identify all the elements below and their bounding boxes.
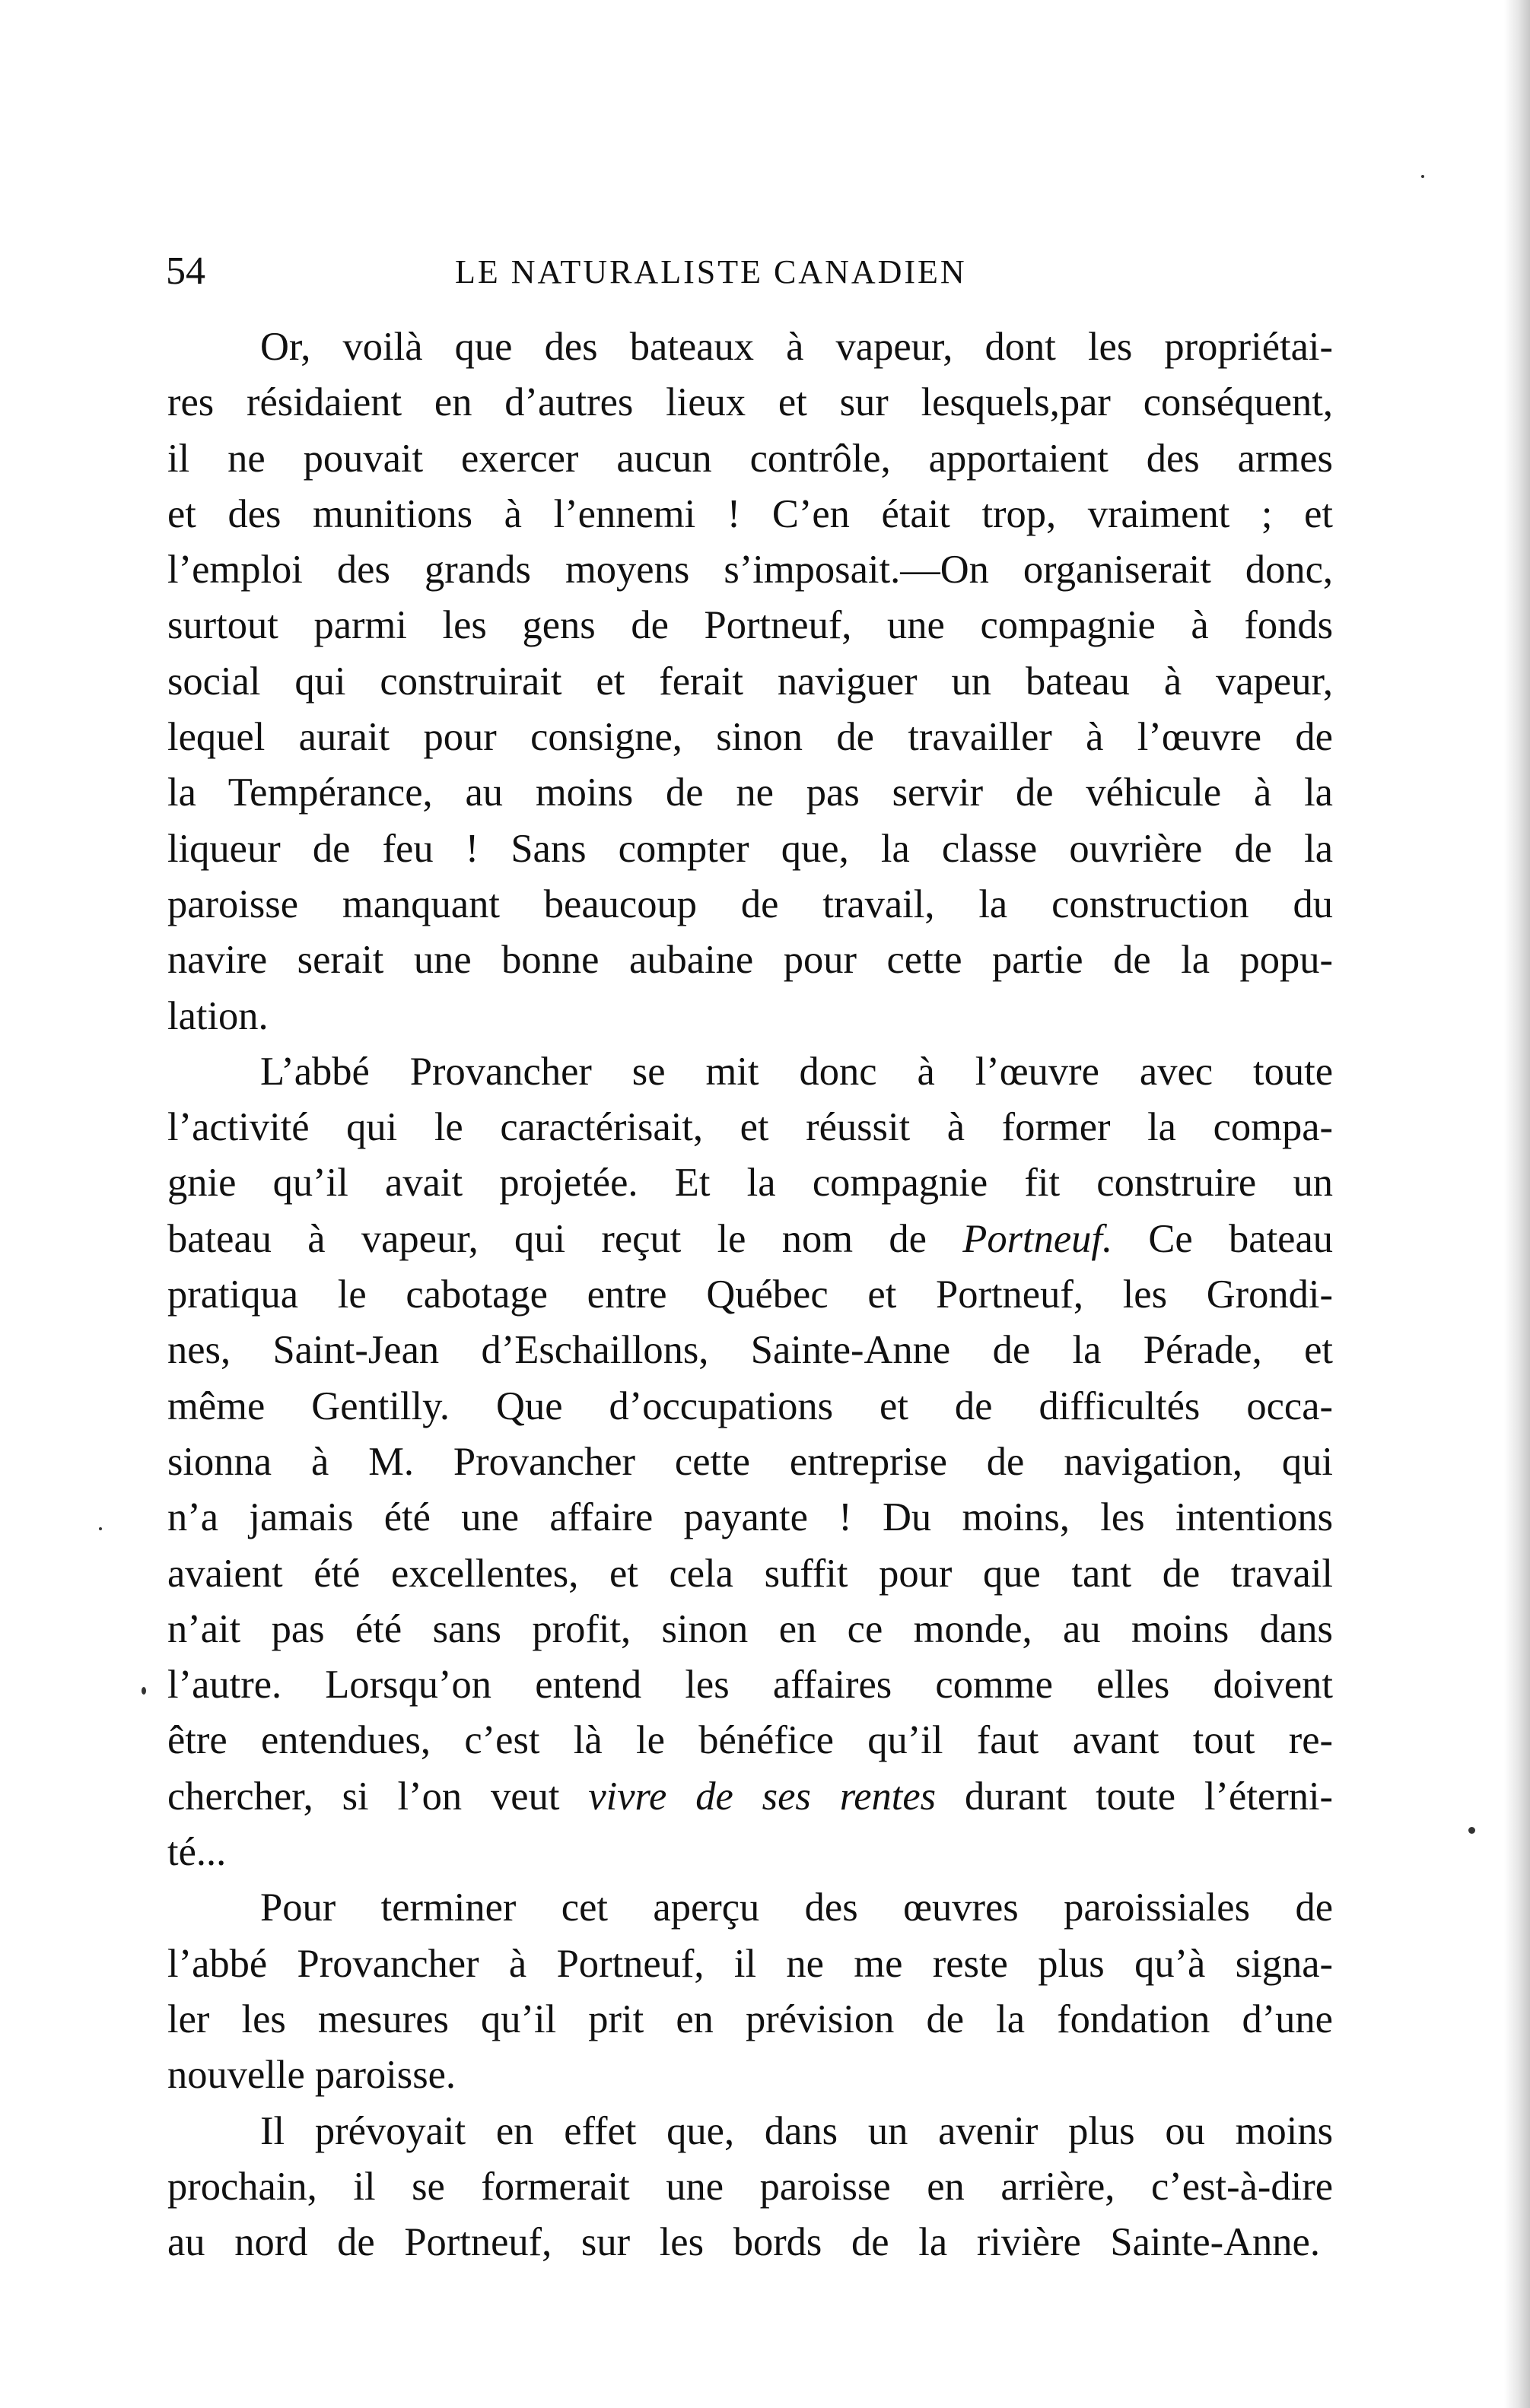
text-line: l’activité qui le caractérisait, et réussit à former la compa-: [167, 1105, 1333, 1150]
text-line: la Tempérance, au moins de ne pas servir de véhicule à la: [167, 770, 1333, 815]
text-line: liqueur de feu ! Sans compter que, la classe ouvrière de la: [167, 826, 1333, 871]
print-speck: [1468, 1827, 1475, 1834]
text-line-with-italic-phrase: [167, 1769, 1333, 1825]
text-line: social qui construirait et ferait naviguer un bateau à vapeur,: [167, 659, 1333, 704]
text-line: lation.: [167, 993, 269, 1038]
text-line: lequel aurait pour consigne, sinon de travailler à l’œuvre de: [167, 715, 1333, 760]
text-line: Pour terminer cet aperçu des œuvres paroissiales de: [260, 1885, 1333, 1930]
text-run: bateau à vapeur, qui reçut le nom de: [167, 1216, 927, 1261]
print-speck: [142, 1687, 146, 1695]
text-line: l’abbé Provancher à Portneuf, il ne me reste plus qu’à signa-: [167, 1941, 1333, 1986]
text-line: sionna à M. Provancher cette entreprise de navigation, qui: [167, 1439, 1333, 1484]
body-text: [167, 319, 1333, 2270]
text-line: n’ait pas été sans profit, sinon en ce monde, au moins dans: [167, 1606, 1333, 1651]
text-line: navire serait une bonne aubaine pour cette partie de la popu-: [167, 938, 1333, 983]
text-line: surtout parmi les gens de Portneuf, une compagnie à fonds: [167, 603, 1333, 648]
text-line: Il prévoyait en effet que, dans un avenir plus ou moins: [260, 2108, 1333, 2153]
text-run: chercher, si l’on veut: [167, 1774, 560, 1819]
text-line: res résidaient en d’autres lieux et sur lesquels,par conséquent,: [167, 380, 1333, 425]
text-line: n’a jamais été une affaire payante ! Du moins, les intentions: [167, 1495, 1333, 1540]
text-line: Or, voilà que des bateaux à vapeur, dont les propriétai-: [260, 325, 1333, 369]
text-line: il ne pouvait exercer aucun contrôle, apportaient des armes: [167, 436, 1333, 481]
text-line: paroisse manquant beaucoup de travail, la construction du: [167, 882, 1333, 926]
text-run: durant toute l’éterni-: [965, 1774, 1334, 1819]
print-speck: [1421, 175, 1424, 178]
text-line: et des munitions à l’ennemi ! C’en était trop, vraiment ; et: [167, 491, 1333, 536]
journal-title: LE NATURALISTE CANADIEN: [455, 253, 967, 291]
text-line: au nord de Portneuf, sur les bords de la rivière Sainte-Anne.: [167, 2220, 1320, 2265]
text-line: l’emploi des grands moyens s’imposait.—On organiserait donc,: [167, 548, 1333, 592]
text-line: ler les mesures qu’il prit en prévision de la fondation d’une: [167, 1997, 1333, 2041]
text-line: gnie qu’il avait projetée. Et la compagnie fit construire un: [167, 1161, 1333, 1206]
running-head: [166, 245, 1307, 298]
text-line: avaient été excellentes, et cela suffit pour que tant de travail: [167, 1551, 1333, 1596]
text-line: être entendues, c’est là le bénéfice qu’il faut avant tout re-: [167, 1718, 1333, 1763]
text-line: L’abbé Provancher se mit donc à l’œuvre avec toute: [260, 1049, 1333, 1094]
text-line: même Gentilly. Que d’occupations et de difficultés occa-: [167, 1383, 1333, 1428]
text-line: nouvelle paroisse.: [167, 2053, 456, 2098]
ship-name-italic: Portneuf.: [962, 1216, 1113, 1261]
print-speck: [99, 1527, 102, 1530]
scanned-page-edge: [1504, 0, 1530, 2408]
text-line: pratiqua le cabotage entre Québec et Portneuf, les Grondi-: [167, 1272, 1333, 1317]
text-line: té...: [167, 1830, 227, 1875]
italic-phrase: vivre de ses rentes: [588, 1774, 937, 1819]
text-run: Ce bateau: [1148, 1216, 1334, 1261]
text-line: prochain, il se formerait une paroisse en arrière, c’est-à-dire: [167, 2164, 1333, 2209]
text-line-with-ship-name: [167, 1212, 1333, 1267]
text-line: l’autre. Lorsqu’on entend les affaires comme elles doivent: [167, 1663, 1333, 1708]
page-number: 54: [166, 249, 205, 293]
text-line: nes, Saint-Jean d’Eschaillons, Sainte-Anne de la Pérade, et: [167, 1328, 1333, 1373]
